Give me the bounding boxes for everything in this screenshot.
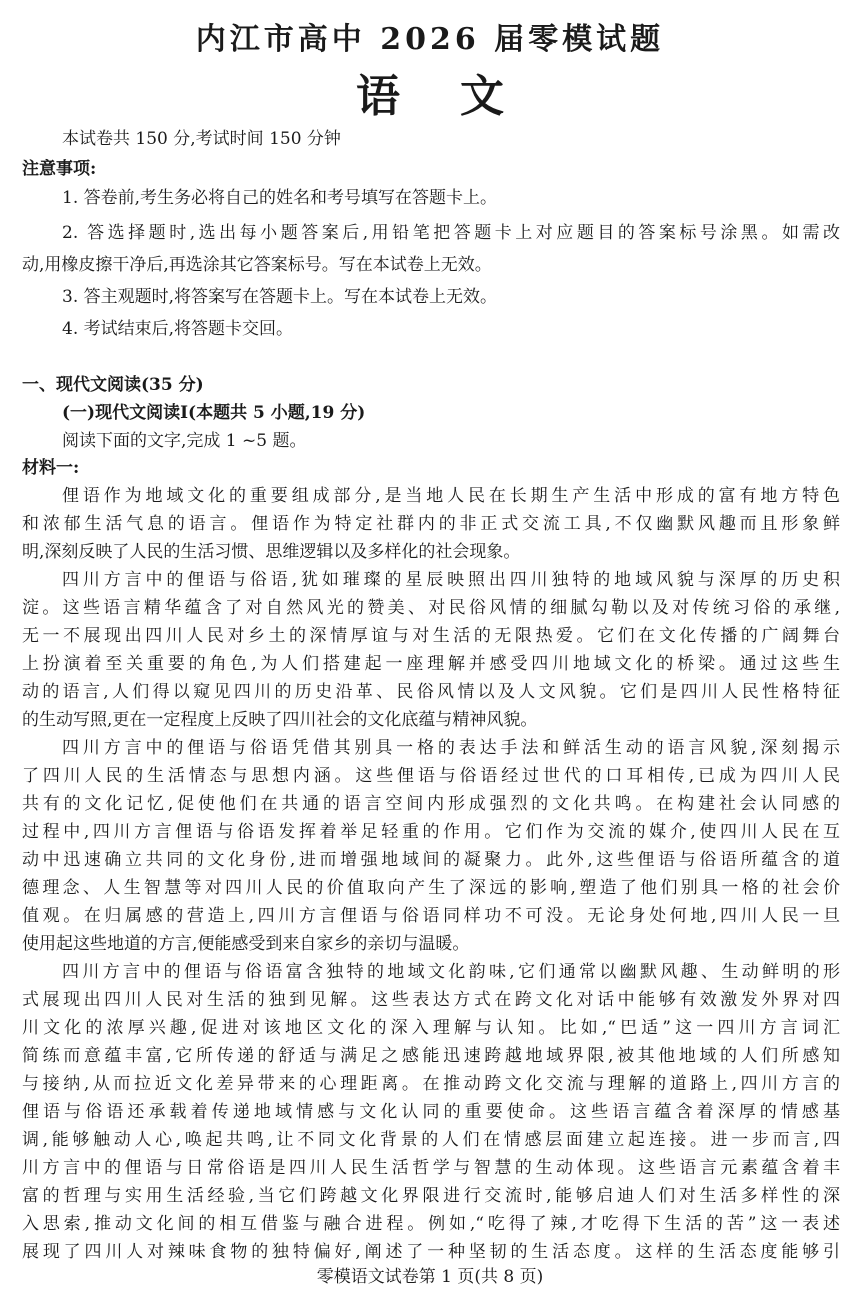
body-line: 淀。这些语言精华蕴含了对自然风光的赞美、对民俗风情的细腻勾勒以及对传统习俗的承继, — [22, 598, 840, 618]
body-line: 四川方言中的俚语与俗语,犹如璀璨的星辰映照出四川独特的地域风貌与深厚的历史积 — [62, 570, 840, 590]
exam-info: 本试卷共 150 分,考试时间 150 分钟 — [62, 129, 341, 149]
body-line: 俚语作为地域文化的重要组成部分,是当地人民在长期生产生活中形成的富有地方特色 — [62, 486, 840, 506]
body-line: 川文化的浓厚兴趣,促进对该地区文化的深入理解与认知。比如,“巴适”这一四川方言词汇 — [22, 1018, 840, 1038]
body-line: 与接纳,从而拉近文化差异带来的心理距离。在推动跨文化交流与理解的道路上,四川方言的 — [22, 1074, 840, 1094]
notice-item-1: 1. 答卷前,考生务必将自己的姓名和考号填写在答题卡上。 — [62, 188, 498, 208]
notice-item-4: 4. 考试结束后,将答题卡交回。 — [62, 319, 294, 339]
page-footer: 零模语文试卷第 1 页(共 8 页) — [316, 1267, 544, 1287]
body-line: 共有的文化记忆,促使他们在共通的语言空间内形成强烈的文化共鸣。在构建社会认同感的 — [22, 794, 840, 814]
body-line: 过程中,四川方言俚语与俗语发挥着举足轻重的作用。它们作为交流的媒介,使四川人民在互 — [22, 822, 840, 842]
body-line: 和浓郁生活气息的语言。俚语作为特定社群内的非正式交流工具,不仅幽默风趣而且形象鲜 — [22, 514, 840, 534]
body-line: 富的哲理与实用生活经验,当它们跨越文化界限进行交流时,能够启迪人们对生活多样性的深 — [22, 1186, 840, 1206]
exam-title: 内江市高中 2026 届零模试题 — [195, 22, 665, 57]
body-line: 动的语言,人们得以窥见四川的历史沿革、民俗风情以及人文风貌。它们是四川人民性格特征 — [22, 682, 840, 702]
body-line: 值观。在归属感的营造上,四川方言俚语与俗语同样功不可没。无论身处何地,四川人民一旦 — [22, 906, 840, 926]
body-line: 的生动写照,更在一定程度上反映了四川社会的文化底蕴与精神风貌。 — [22, 710, 538, 730]
body-line: 四川方言中的俚语与俗语凭借其别具一格的表达手法和鲜活生动的语言风貌,深刻揭示 — [62, 738, 840, 758]
body-line: 简练而意蕴丰富,它所传递的舒适与满足之感能迅速跨越地域界限,被其他地域的人们所感知 — [22, 1046, 840, 1066]
body-line: 无一不展现出四川人民对乡土的深情厚谊与对生活的无限热爱。它们在文化传播的广阔舞台 — [22, 626, 840, 646]
reading-instruction: 阅读下面的文字,完成 1 ~5 题。 — [62, 431, 307, 451]
notice-item-3: 3. 答主观题时,将答案写在答题卡上。写在本试卷上无效。 — [62, 287, 498, 307]
notice-item-2-line1: 2. 答选择题时,选出每小题答案后,用铅笔把答题卡上对应题目的答案标号涂黑。如需改 — [62, 223, 840, 243]
notice-item-2-line2: 动,用橡皮擦干净后,再选涂其它答案标号。写在本试卷上无效。 — [22, 255, 492, 275]
body-line: 俚语与俗语还承载着传递地域情感与文化认同的重要使命。这些语言蕴含着深厚的情感基 — [22, 1102, 840, 1122]
subsection-title: (一)现代文阅读Ⅰ(本题共 5 小题,19 分) — [62, 403, 366, 423]
body-line: 使用起这些地道的方言,便能感受到来自家乡的亲切与温暖。 — [22, 934, 470, 954]
body-line: 上扮演着至关重要的角色,为人们搭建起一座理解并感受四川地域文化的桥梁。通过这些生 — [22, 654, 840, 674]
notice-title: 注意事项: — [22, 159, 97, 179]
body-line: 入思索,推动文化间的相互借鉴与融合进程。例如,“吃得了辣,才吃得下生活的苦”这一表述 — [22, 1214, 840, 1234]
body-line: 川方言中的俚语与日常俗语是四川人民生活哲学与智慧的生动体现。这些语言元素蕴含着丰 — [22, 1158, 840, 1178]
body-line: 四川方言中的俚语与俗语富含独特的地域文化韵味,它们通常以幽默风趣、生动鲜明的形 — [62, 962, 840, 982]
body-line: 展现了四川人对辣味食物的独特偏好,阐述了一种坚韧的生活态度。这样的生活态度能够引 — [22, 1242, 840, 1262]
body-line: 明,深刻反映了人民的生活习惯、思维逻辑以及多样化的社会现象。 — [22, 542, 521, 562]
section-title: 一、现代文阅读(35 分) — [22, 375, 204, 395]
body-line: 式展现出四川人民对生活的独到见解。这些表达方式在跨文化对话中能够有效激发外界对四 — [22, 990, 840, 1010]
body-line: 动中迅速确立共同的文化身份,进而增强地域间的凝聚力。此外,这些俚语与俗语所蕴含的道 — [22, 850, 840, 870]
body-line: 德理念、人生智慧等对四川人民的价值取向产生了深远的影响,塑造了他们别具一格的社会价 — [22, 878, 840, 898]
material-label: 材料一: — [22, 458, 80, 478]
subject-title: 语文 — [356, 71, 564, 122]
body-line: 调,能够触动人心,唤起共鸣,让不同文化背景的人们在情感层面建立起连接。进一步而言,四 — [22, 1130, 840, 1150]
body-line: 了四川人民的生活情态与思想内涵。这些俚语与俗语经过世代的口耳相传,已成为四川人民 — [22, 766, 840, 786]
